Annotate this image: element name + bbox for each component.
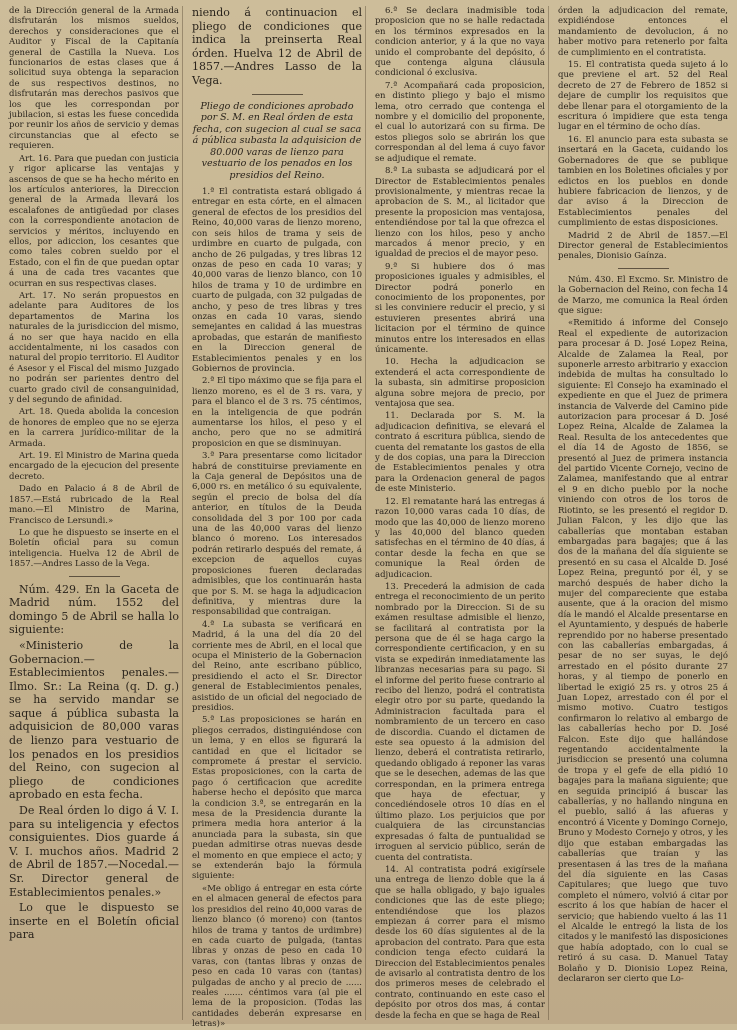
paragraph: De Real órden lo digo á V. I. para su inteligencia y efectos consiguientes. Dios guarde á V. I. muchos años. Madrid 2 de Abril de 1857.—Nocedal.—Sr. Director general de Establecimientos penales.» bbox=[9, 804, 179, 899]
column-4 bbox=[555, 6, 731, 1020]
paragraph: Lo que le dispuesto se inserte en el Boletín oficial para bbox=[9, 901, 179, 942]
column-1 bbox=[6, 6, 183, 1020]
paragraph: Art. 19. El Ministro de Marina queda encargado de la ejecucion del presente decreto. bbox=[9, 451, 179, 482]
separator bbox=[618, 268, 669, 269]
paragraph: 7.ª Acompañará cada proposicion, en distinto pliego y bajo el mismo lema, otro cerrado que contenga el nombre y el domicilio del proponente, el cual lo autorizará con su firma. De estos pliegos solo se abrirán los que correspondan al del lema á cuyo favor se adjudique el remate. bbox=[375, 80, 545, 164]
column-2 bbox=[189, 6, 366, 1030]
paragraph: 11. Declarada por S. M. la adjudicacion definitiva, se elevará el contrato á escritura pública, siendo de cuenta del rematante los gastos de ella y de dos copias, una para la Direccion de Establecimientos penales y otra para la Ordenacion general de pagos de este Ministerio. bbox=[375, 411, 545, 495]
paragraph: «Remitido á informe del Consejo Real el expediente de autorizacion para procesar á D. José Lopez Reina, Alcalde de Zalamea la Real, por suponerle arresto arbitrario y exaccion indebida de multas ha consultado lo siguiente: El Consejo ha examinado el expediente en que el Juez de primera instancia de Valverde del Camino pide autorizacion para procesar á D. José Lopez Reina, Alcalde de Zalamea la Real. Resulta de los antecedentes que el día 14 de Agosto de 1856, se presentó al Juez de primera instancia del partido Vicente Cornejo, vecino de Zalamea, manifestando que al entrar el 9 en dicho pueblo por la noche viniendo con otros de los toros de Riotinto, se les presentó el regidor D. Julian Falcon, y les dijo que las caballerías que montaban estaban embargadas para bagajes; que á las dos de la mañana del día siguiente se presentó en su casa el Alcalde D. José Lopez Reina, preguntó por él, y se marchó después de haber dicho la mujer del compareciente que estaba ausente, que á la oracion del mismo día le mandó el Alcalde presentarse en el Ayuntamiento, y después de haberle reprendido por no haberse presentado con las caballerías embargadas, á pesar de no ser suyas, le dejó arrestado en el pósito durante 27 horas, y al tiempo de ponerlo en libertad le exigió 25 rs. y otros 25 á Juan Lopez, arrestado con él por el mismo motivo. Cuatro testigos confirmaron lo relativo al embargo de las caballerías hecho por D. José Falcon. Este dijo que hallándose regentando accidentalmente la jurisdiccion se presentó una columna de tropa y el gefe de ella pidió 10 bagajes para la mañana siguiente; que en seguida principió á buscar las caballerías, y no hallando ninguna en el pueblo, salió á las afueras y encontró á Vicente y Domingo Cornejo, Bruno y Modesto Cornejo y otros, y les dijo que estaban embargadas las caballerías que traían y las presentasen á las tres de la mañana del día siguiente en las Casas Capitulares; que luego que tuvo completo el número, volvió á citar por escrito á los que habían de hacer el servicio; que habiendo vuelto á las 11 el Alcalde le entregó la lista de los citados y le manifestó las disposiciones que había adoptado, con lo cual se retiró á su casa. D. Manuel Tatay Bolaño y D. Dionisio Lopez Reina, declararon ser cierto que Lo- bbox=[558, 318, 728, 984]
paragraph: 10. Hecha la adjudicacion se extenderá el acta correspondiente de la subasta, sin admitirse proposicion alguna sobre mejora de precio, por ventajosa que sea. bbox=[375, 357, 545, 410]
paragraph: «Ministerio de la Gobernacion.—Establecimientos penales.—Ilmo. Sr.: La Reina (q. D. g.) se ha servido mandar se saque á pública subasta la adquisicion de 80,000 varas de lienzo para vestuario de los penados en los presidios del Reino, con sugecion al pliego de condiciones aprobado en esta fecha. bbox=[9, 638, 179, 802]
paragraph: Dado en Palacio á 8 de Abril de 1857.—Está rubricado de la Real mano.—El Ministro de Marina, Francisco de Lersundi.» bbox=[9, 484, 179, 526]
paragraph: 8.ª La subasta se adjudicará por el Director de Establecimientos penales provisionalmente, y mientras recae la aprobacion de S. M., al licitador que presente la proposicion mas ventajosa, entendiéndose por tal la que ofrezca el lienzo con los hilos, peso y ancho marcados á menor precio, y en igualdad de precios el de mayor peso. bbox=[375, 166, 545, 260]
paragraph: 2.ª El tipo máximo que se fija para el lienzo moreno, es el de 3 rs. vara, y para el blanco el de 3 rs. 75 céntimos, en la inteligencia de que podrán aumentarse los hilos, el peso y el ancho, pero que no se admitirá proposicion en que se disminuyan. bbox=[192, 376, 362, 449]
column-3 bbox=[372, 6, 549, 1020]
paragraph: Art. 17. No serán propuestos en adelante para Auditores de los departamentos de Marina los naturales de la jurisdiccion del mismo, á no ser que haya nacido en ella accidentalmente, ni los casados con natural del propio territorio. El Auditor é Asesor y el Fiscal del mismo Juzgado no podrán ser parientes dentro del cuarto grado civil de consanguinidad, y del segundo de afinidad. bbox=[9, 290, 179, 406]
paragraph: 14. Al contratista podrá exigírsele una entrega de lienzo doble que la á que se halla obligado, y bajo iguales condiciones que las de este pliego; entendiéndose que los plazos empiezan á correr para el mismo desde los 60 días siguientes al de la aprobacion del contrato. Para que esta condicion tenga efecto cuidará la Direccion del Establecimientos penales de avisarlo al contratista dentro de los dos primeros meses de celebrado el contrato, continuando en este caso el depósito por otros dos mas, á contar desde la fecha en que se haga de Real bbox=[375, 864, 545, 1021]
paragraph: 6.ª Se declara inadmisible toda proposicion que no se halle redactada en los términos expresados en la condicion anterior, y á la que no vaya unido el comprobante del depósito, ó que contenga alguna cláusula condicional ó exclusiva. bbox=[375, 6, 545, 79]
paragraph: 15. El contratista queda sujeto á lo que previene el art. 52 del Real decreto de 27 de Febrero de 1852 si dejare de cumplir los requisitos que debe llenar para el otorgamiento de la escritura ó impidiere que esta tenga lugar en el término de ocho días. bbox=[558, 60, 728, 133]
paragraph: 1.ª El contratista estará obligado á entregar en esta córte, en el almacen general de efectos de los presidios del Reino, 40,000 varas de lienzo moreno, con seis hilos de trama y seis de urdimbre en cuarto de pulgada, con ancho de 26 pulgadas, y tres libras 12 onzas de peso en cada 10 varas; y 40,000 varas de lienzo blanco, con 10 hilos de trama y 10 de urdimbre en cuarto de pulgada, con 32 pulgadas de ancho, y peso de tres libras y tres onzas en cada 10 varas, siendo semejantes en calidad á las muestras aprobadas, que estarán de manifiesto en la Direccion general de Establecimientos penales y en los Gobiernos de provincia. bbox=[192, 187, 362, 374]
paragraph: niendo á continuacion el pliego de condiciones que indica la preinserta Real órden. Huelva 12 de Abril de 1857.—Andres Lasso de la Vega. bbox=[192, 6, 362, 87]
separator bbox=[252, 94, 303, 95]
paragraph: 5.ª Las proposiciones se harán en pliegos cerrados, distinguiéndose con un lema, y en ellos se figurará la cantidad en que el licitador se compromete á prestar el servicio. Estas proposiciones, con la carta de pago ó certificacion que acredite haberse hecho el depósito que marca la condicion 3.ª, se entregarán en la mesa de la Presidencia durante la primera media hora anterior á la anunciada para la subasta, sin que puedan admitirse otras nuevas desde el momento en que empiece el acto; y se extenderán bajo la fórmula siguiente: bbox=[192, 715, 362, 882]
paragraph: 9.ª Si hubiere dos ó mas proposiciones iguales y admisibles, el Director podrá ponerlo en conocimiento de los proponentes, por si les conviniere reducir el precio, y si estuvieren presentes abrirá una licitacion por el término de quince minutos entre los interesados en ellas únicamente. bbox=[375, 261, 545, 355]
signature-line: Madrid 2 de Abril de 1857.—El Director general de Establecimientos penales, Dionisio Gaínza. bbox=[558, 230, 728, 262]
paragraph: órden la adjudicacion del remate, expidiéndose entonces el mandamiento de devolucion, á no haber motivo para retenerlo por falta de cumplimiento en el contratista. bbox=[558, 6, 728, 58]
paragraph: 16. El anuncio para esta subasta se insertará en la Gaceta, cuidando los Gobernadores de que se publique tambien en los Boletines oficiales y por edictos en los pueblos en donde hubiere fabricacion de lienzos, y de dar aviso á la Direccion de Establecimientos penales del cumplimiento de estas disposiciones. bbox=[558, 134, 728, 229]
article-heading-429: Núm. 429. En la Gaceta de Madrid núm. 1552 del domingo 5 de Abril se halla lo siguiente: bbox=[9, 582, 179, 637]
paragraph: 12. El rematante hará las entregas á razon 10,000 varas cada 10 días, de modo que las 40,000 de lienzo moreno y las 40,000 del blanco queden satisfechas en el término de 40 días, á contar desde la fecha en que se comunique la Real órden de adjudicacion. bbox=[375, 496, 545, 580]
paragraph: 4.ª La subasta se verificará en Madrid, á la una del día 20 del corriente mes de Abril, en el local que ocupa el Ministerio de la Gobernacion del Reino, ante escribano público, presidiendo el acto el Sr. Director general de Establecimientos penales, asistido de un oficial del negociado de presidios. bbox=[192, 619, 362, 713]
separator bbox=[69, 576, 120, 577]
paragraph: 3.ª Para presentarse como licitador habrá de constituirse previamente en la Caja general de Depósitos una de 6,000 rs. en metálico ó su equivalente, según el precio de bolsa del día anterior, en títulos de la Deuda consolidada del 3 por 100 por cada una de las 40,000 varas del lienzo blanco ó moreno. Los interesados podrán retirarlo después del remate, á excepcion de aquellos cuyas proposiciones fueren declaradas admisibles, que los continuarán hasta que por S. M. se haga la adjudicacion definitiva, y mientras dure la responsabilidad que contraigan. bbox=[192, 451, 362, 618]
article-heading-430: Núm. 430. El Excmo. Sr. Ministro de la Gobernacion del Reino, con fecha 14 de Marzo, me comunica la Real órden que sigue: bbox=[558, 274, 728, 316]
paragraph: Art. 16. Para que puedan con justicia y rigor aplicarse las ventajas y ascensos de que se ha hecho mérito en los artículos anteriores, la Direccion general de la Armada llevará los escalafones de antigüedad por clases con la correspondiente anotacion de servicios y méritos, incluyendo en ellos, por adiccion, los cesantes que como tales cobren sueldo por el Estado, con el fin de que puedan optar á una de cada tres vacantes que ocurran en sus respectivas clases. bbox=[9, 153, 179, 289]
paragraph: «Me obligo á entregar en esta córte en el almacen general de efectos para los presidios del reino 40,000 varas de lienzo blanco (ó moreno) con (tantos hilos de trama y tantos de urdimbre) en cada cuarto de pulgada, (tantas libras y onzas de peso en cada 10 varas, con (tantas libras y onzas de peso en cada 10 varas con (tantas) pulgadas de ancho y al precio de ...... reales ....... céntimos vara (al pie el lema de la proposicion. (Todas las cantidades deberán expresarse en letras)» bbox=[192, 883, 362, 1030]
paragraph: Art. 18. Queda abolida la concesion de honores de empleo que no se ejerza en la carrera jurídico-militar de la Armada. bbox=[9, 407, 179, 449]
pliego-title: Pliego de condiciones aprobado por S. M. en Real órden de esta fecha, con sugecion al cual se saca á pública subasta la adquisicion de 80.000 varas de lienzo para vestuario de los penados en los presidios del Reino. bbox=[192, 100, 362, 181]
paragraph: Lo que he dispuesto se inserte en el Boletín oficial para su comun inteligencia. Huelva 12 de Abril de 1857.—Andres Lasso de la Vega. bbox=[9, 527, 179, 570]
paragraph: 13. Precederá la admision de cada entrega el reconocimiento de un perito nombrado por la Direccion. Si de su exámen resultase admisible el lienzo, se facilitará al contratista por la persona que de él se haga cargo la correspondiente certificacion, y en su vista se expedirán inmediatamente las libranzas necesarias para su pago. Si el informe del perito fuese contrario al recibo del lienzo, podrá el contratista elegir otro por su parte, quedando la Administracion facultada para el nombramiento de un tercero en caso de discordia. Cuando el dictamen de este sea opuesto á la admision del lienzo, deberá el contratista retirarlo, quedando obligado á reponer las varas que se le desechen, ademas de las que correspondan, en la primera entrega que haya de efectuar, y concediéndosele otros 10 días en el último plazo. Los perjuicios que por cualquiera de las circunstancias expresadas ó falta de puntualidad se irroguen al servicio público, serán de cuenta del contratista. bbox=[375, 581, 545, 863]
paragraph: de la Dirección general de la Armada disfrutarán los mismos sueldos, derechos y consideraciones que el Auditor y Fiscal de la Capitanía general de Castilla la Nueva. Los funcionarios de estas clases que á solicitud suya obtenga la separacion de sus respectivos destinos, no disfrutarán mas derechos pasivos que los que les correspondan por jubilacion, si estas les fuese concedida por reunir los años de servicio y demas circunstancias que al efecto se requieren. bbox=[9, 6, 179, 152]
